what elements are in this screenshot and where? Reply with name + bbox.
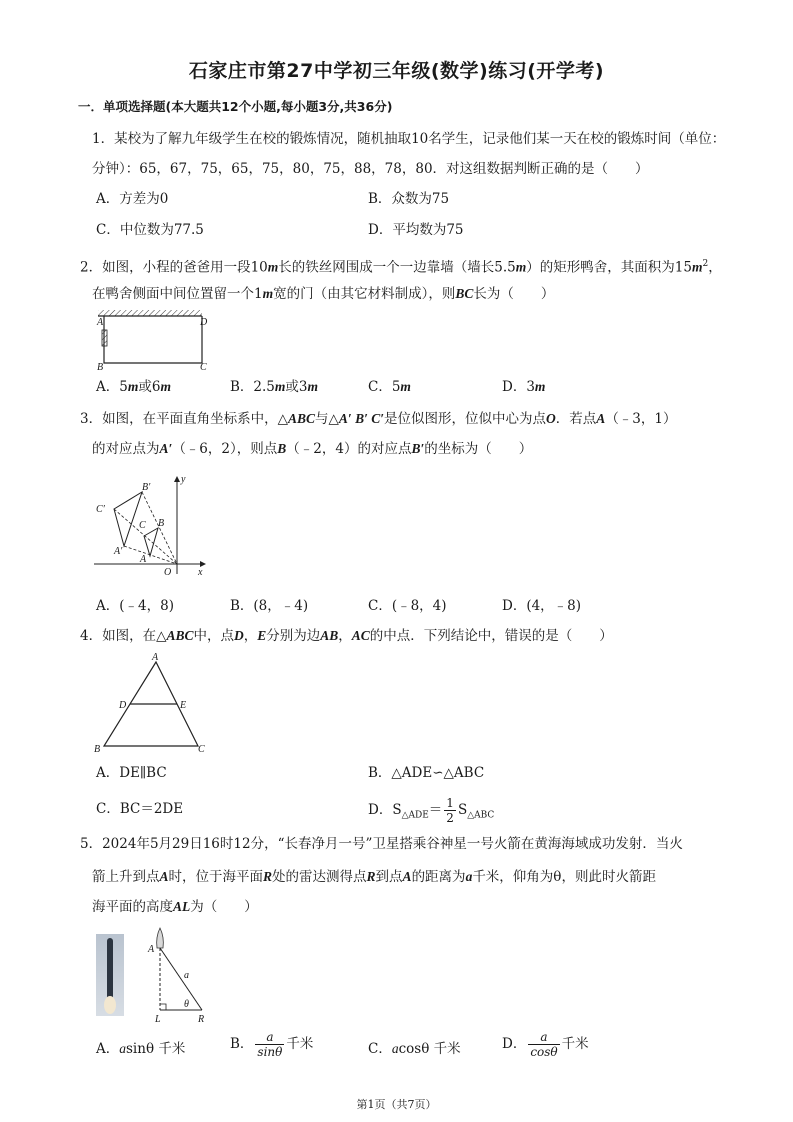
q4-label-e: E (180, 700, 187, 711)
door-mark (102, 330, 107, 346)
section-heading: 一．单项选择题(本大题共12个小题,每小题3分,共36分) (78, 99, 393, 114)
q2-label-d: D (200, 317, 208, 328)
q1-stem-line1: 1．某校为了解九年级学生在校的锻炼情况，随机抽取10名学生，记录他们某一天在校的锻炼时间（单位： (92, 131, 726, 147)
q1-option-d[interactable]: D．平均数为75 (368, 222, 464, 238)
q4-stem: 4．如图，在△ABC中，点D，E分别为边AB，AC的中点．下列结论中，错误的是（ ） (80, 628, 613, 644)
q2-label-a: A (97, 317, 104, 328)
q3-label-o: O (164, 567, 172, 578)
q3-label-b: B (158, 518, 165, 529)
q1-option-b[interactable]: B．众数为75 (368, 191, 450, 207)
q2-label-c: C (200, 362, 207, 373)
q4-label-c: C (198, 744, 205, 755)
q5-label-a: A (148, 944, 155, 955)
q2-option-c[interactable]: C．5m (368, 379, 411, 395)
q4-option-d[interactable]: D．$S_{\triangle ADE}=$ $\frac{1}{2}$ $S_{\triangle ABC}$ (368, 796, 495, 825)
q4-figure-triangle (94, 652, 214, 756)
q5-option-c[interactable]: C．acosθ 千米 (368, 1041, 461, 1057)
q1-stem-line2: 分钟）：65，67，75，65，75，80，75，88，78，80．对这组数据判断正确的是（ ） (92, 161, 649, 177)
rocket-icon (157, 928, 164, 948)
hypotenuse-ar (160, 948, 202, 1010)
q4-label-d: D (119, 700, 127, 711)
q3-option-a[interactable]: A．(﹣4，8) (96, 598, 174, 614)
triangle-abc (144, 528, 158, 556)
q1-option-c[interactable]: C．中位数为77.5 (96, 222, 204, 238)
q3-label-b-prime: B′ (142, 482, 151, 493)
q2-figure-pen (94, 308, 214, 373)
wall-hatch (98, 310, 202, 316)
q4-label-a: A (152, 652, 159, 663)
q5-label-theta: θ (184, 999, 189, 1010)
q3-label-c-prime: C′ (96, 504, 105, 515)
q5-figure-elevation (146, 926, 216, 1026)
q5-option-d[interactable]: D． $\frac{a}{\cos\theta}$ 千米 (502, 1030, 589, 1059)
q3-label-a-prime: A′ (114, 546, 123, 557)
q2-stem-line2: 在鸭舍侧面中间位置留一个1m宽的门（由其它材料制成），则BC长为（ ） (92, 286, 555, 302)
rocket-photo (96, 934, 124, 1016)
q2-option-d[interactable]: D．3m (502, 379, 546, 395)
right-angle-mark (160, 1004, 166, 1010)
q1-option-a[interactable]: A．方差为0 (96, 191, 169, 207)
q5-stem-line1: 5．2024年5月29日16时12分，“长春净月一号”卫星搭乘谷神星一号火箭在黄海海域成功发射．当火 (80, 836, 683, 852)
q3-option-b[interactable]: B．(8，﹣4) (230, 598, 309, 614)
q3-figure-coordinate (92, 474, 212, 578)
q2-stem-line1: 2．如图，小程的爸爸用一段10m长的铁丝网围成一个一边靠墙（墙长5.5m）的矩形鸭舍，其面积为$15m^2$， (80, 259, 722, 276)
q5-stem-line2: 箭上升到点A时，位于海平面R处的雷达测得点R到点A的距离为a千米，仰角为θ，则此时火箭距 (92, 869, 656, 885)
page-title: 石家庄市第27中学初三年级(数学)练习(开学考) (188, 60, 605, 82)
q3-stem-line2: 的对应点为A′（﹣6，2），则点B（﹣2，4）的对应点B′的坐标为（ ） (92, 441, 533, 457)
q2-label-b: B (97, 362, 104, 373)
q3-stem-line1: 3．如图，在平面直角坐标系中，△ABC与△A′ B′ C′是位似图形，位似中心为点O．若点A（﹣3，1） (80, 411, 677, 427)
q3-label-x: x (198, 567, 203, 578)
q4-option-c[interactable]: C．BC＝2DE (96, 801, 184, 817)
y-axis-arrow (174, 476, 180, 482)
q2-option-a[interactable]: A．5m或6m (96, 379, 171, 395)
q4-option-b[interactable]: B．△ADE∽△ABC (368, 765, 485, 781)
q5-label-l: L (155, 1014, 161, 1025)
q5-stem-line3: 海平面的高度AL为（ ） (92, 899, 258, 915)
q5-label-r: R (198, 1014, 205, 1025)
q4-option-a[interactable]: A．DE∥BC (96, 765, 167, 781)
ray-a (124, 546, 177, 564)
page-footer: 第1页（共7页） (356, 1098, 437, 1111)
q5-label-side-a: a (184, 970, 189, 981)
q3-label-y: y (181, 474, 186, 485)
q3-label-c: C (139, 520, 146, 531)
q5-option-a[interactable]: A．asinθ 千米 (96, 1041, 186, 1057)
q3-option-c[interactable]: C．(﹣8，4) (368, 598, 447, 614)
q2-option-b[interactable]: B．2.5m或3m (230, 379, 319, 395)
q4-label-b: B (94, 744, 101, 755)
q3-label-a: A (140, 554, 147, 565)
q5-option-b[interactable]: B． $\frac{a}{\sin\theta}$ 千米 (230, 1030, 314, 1059)
triangle-a-prime-b-prime-c-prime (114, 492, 142, 546)
q3-option-d[interactable]: D．(4，﹣8) (502, 598, 582, 614)
pen-rectangle (104, 316, 202, 363)
